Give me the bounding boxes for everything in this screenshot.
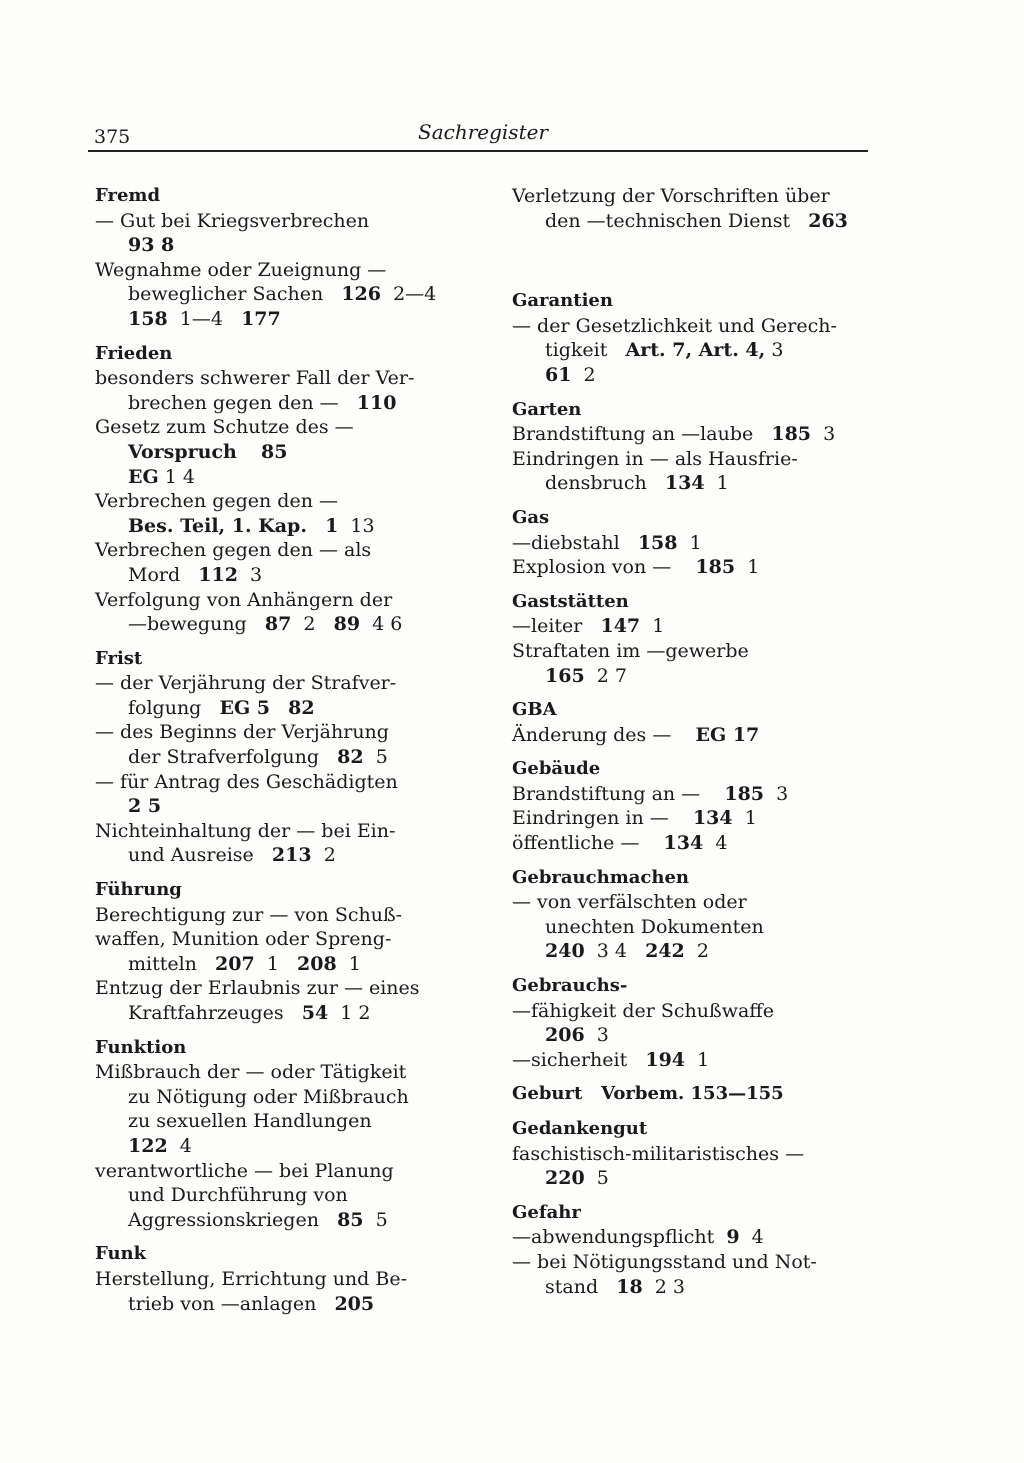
entry-heading: Gedankengut <box>512 1118 648 1139</box>
entry-line: faschistisch-militaristisches — <box>512 1142 805 1165</box>
entry-line: Nichteinhaltung der — bei Ein- <box>95 819 396 842</box>
index-entry-frieden <box>95 342 475 637</box>
entry-line: Verletzung der Vorschriften über <box>512 185 830 207</box>
spacer <box>512 243 882 289</box>
index-entry-gebrauchs <box>512 974 882 1072</box>
entry-line: folgung EG 5 82 <box>128 696 315 719</box>
entry-line: Mißbrauch der — oder Tätigkeit <box>95 1061 407 1084</box>
entry-line: Eindringen in — als Hausfrie- <box>512 447 798 470</box>
entry-heading: Garten <box>512 398 582 420</box>
entry-line: — des Beginns der Verjährung <box>95 721 389 744</box>
entry-line: waffen, Munition oder Spreng- <box>95 928 392 951</box>
index-entry-gebaeude <box>512 757 882 855</box>
entry-line: 122 4 <box>128 1134 192 1157</box>
entry-line: Berechtigung zur — von Schuß- <box>95 903 403 926</box>
entry-line: 61 2 <box>545 363 596 386</box>
entry-heading: Funk <box>95 1243 147 1265</box>
entry-line: Eindringen in — 134 1 <box>512 807 757 830</box>
entry-line: 206 3 <box>545 1024 609 1047</box>
entry-line: —diebstahl 158 1 <box>512 531 702 554</box>
entry-line: verantwortliche — bei Planung <box>95 1159 394 1182</box>
entry-heading: Gebäude <box>512 758 601 780</box>
entry-line: — für Antrag des Geschädigten <box>95 770 398 793</box>
entry-line: Aggressionskriegen 85 5 <box>128 1208 388 1231</box>
index-entry-garantien <box>512 289 882 387</box>
page-number: 375 <box>94 126 131 148</box>
index-entry-continuation <box>512 184 882 233</box>
entry-heading: Gebrauchs- <box>512 975 628 997</box>
entry-heading: GBA <box>512 699 557 721</box>
index-entry-garten <box>512 398 882 496</box>
entry-heading: Gebrauchmachen <box>512 866 689 888</box>
entry-line: 93 8 <box>128 234 175 257</box>
entry-line: Brandstiftung an —laube 185 3 <box>512 423 836 446</box>
index-entry-funktion <box>95 1036 475 1233</box>
entry-line: — bei Nötigungsstand und Not- <box>512 1250 817 1273</box>
entry-line: Straftaten im —gewerbe <box>512 639 749 662</box>
entry-heading: Fremd <box>95 185 161 206</box>
entry-line: Brandstiftung an — 185 3 <box>512 782 789 805</box>
entry-heading: Gaststätten <box>512 590 629 612</box>
page-header <box>88 118 868 152</box>
entry-line: Entzug der Erlaubnis zur — eines <box>95 977 420 1000</box>
index-entry-gba <box>512 698 882 747</box>
entry-heading: Frieden <box>95 342 173 364</box>
entry-line: öffentliche — 134 4 <box>512 832 728 855</box>
index-entry-gas <box>512 506 882 580</box>
entry-line: 158 1—4 177 <box>128 307 281 330</box>
entry-line: Wegnahme oder Zueignung — <box>95 258 387 281</box>
entry-line: —fähigkeit der Schußwaffe <box>512 999 775 1022</box>
entry-line: —bewegung 87 2 89 4 6 <box>128 613 403 636</box>
entry-line: —abwendungspflicht 9 4 <box>512 1226 764 1249</box>
index-entry-gefahr <box>512 1201 882 1299</box>
entry-line: Gesetz zum Schutze des — <box>95 416 354 439</box>
entry-line: Änderung des — EG 17 <box>512 723 760 746</box>
entry-line: 2 5 <box>128 795 162 818</box>
entry-line: trieb von —anlagen 205 <box>128 1292 375 1315</box>
entry-heading: Frist <box>95 647 143 669</box>
entry-line: Herstellung, Errichtung und Be- <box>95 1267 407 1290</box>
entry-line: Bes. Teil, 1. Kap. 1 13 <box>128 514 375 537</box>
entry-heading: Funktion <box>95 1036 187 1058</box>
entry-heading: Führung <box>95 879 182 901</box>
entry-line: — von verfälschten oder <box>512 891 747 914</box>
header-rule <box>88 150 868 152</box>
entry-heading: Garantien <box>512 290 613 312</box>
entry-heading: Gefahr <box>512 1201 581 1223</box>
entry-line: Vorspruch 85 <box>128 440 288 463</box>
entry-line: zu sexuellen Handlungen <box>128 1110 372 1133</box>
entry-line: Mord 112 3 <box>128 563 263 586</box>
index-entry-fuehrung <box>95 878 475 1026</box>
entry-heading: Gas <box>512 506 550 528</box>
entry-line: 165 2 7 <box>545 664 627 687</box>
entry-line: Explosion von — 185 1 <box>512 556 760 579</box>
entry-line: Verfolgung von Anhängern der <box>95 588 393 611</box>
entry-line: EG 1 4 <box>128 465 195 488</box>
index-entry-funk <box>95 1242 475 1316</box>
entry-line: zu Nötigung oder Mißbrauch <box>128 1085 409 1108</box>
entry-line: den —technischen Dienst 263 <box>545 209 848 232</box>
index-entry-geburt <box>512 1082 882 1107</box>
index-entry-fremd <box>95 184 475 332</box>
entry-line: beweglicher Sachen 126 2—4 <box>128 283 437 306</box>
index-entry-frist <box>95 647 475 868</box>
entry-line: stand 18 2 3 <box>545 1275 686 1298</box>
entry-line: und Ausreise 213 2 <box>128 844 336 867</box>
entry-line: der Strafverfolgung 82 5 <box>128 746 388 769</box>
index-column-left <box>95 184 475 1326</box>
entry-line: Kraftfahrzeuges 54 1 2 <box>128 1002 371 1024</box>
index-column-right <box>512 184 882 1309</box>
entry-line: —sicherheit 194 1 <box>512 1048 710 1071</box>
entry-line: Verbrechen gegen den — <box>95 490 338 513</box>
entry-line: — der Verjährung der Strafver- <box>95 672 397 695</box>
index-entry-gaststaetten <box>512 590 882 688</box>
entry-line: brechen gegen den — 110 <box>128 391 397 414</box>
index-entry-gebrauchmachen <box>512 866 882 964</box>
entry-line: unechten Dokumenten <box>545 915 764 938</box>
entry-heading: Geburt Vorbem. 153—155 <box>512 1083 784 1105</box>
entry-line: tigkeit Art. 7, Art. 4, 3 <box>545 339 784 362</box>
index-entry-gedankengut <box>512 1117 882 1191</box>
entry-line: Verbrechen gegen den — als <box>95 539 372 562</box>
entry-line: —leiter 147 1 <box>512 615 665 638</box>
entry-line: — der Gesetzlichkeit und Gerech- <box>512 314 837 337</box>
entry-line: 240 3 4 242 2 <box>545 940 709 963</box>
entry-line: besonders schwerer Fall der Ver- <box>95 367 415 390</box>
entry-line: 220 5 <box>545 1167 609 1190</box>
entry-line: mitteln 207 1 208 1 <box>128 952 361 975</box>
entry-line: — Gut bei Kriegsverbrechen <box>95 209 370 232</box>
entry-line: und Durchführung von <box>128 1184 348 1207</box>
running-title: Sachregister <box>418 120 548 144</box>
entry-line: densbruch 134 1 <box>545 472 729 495</box>
